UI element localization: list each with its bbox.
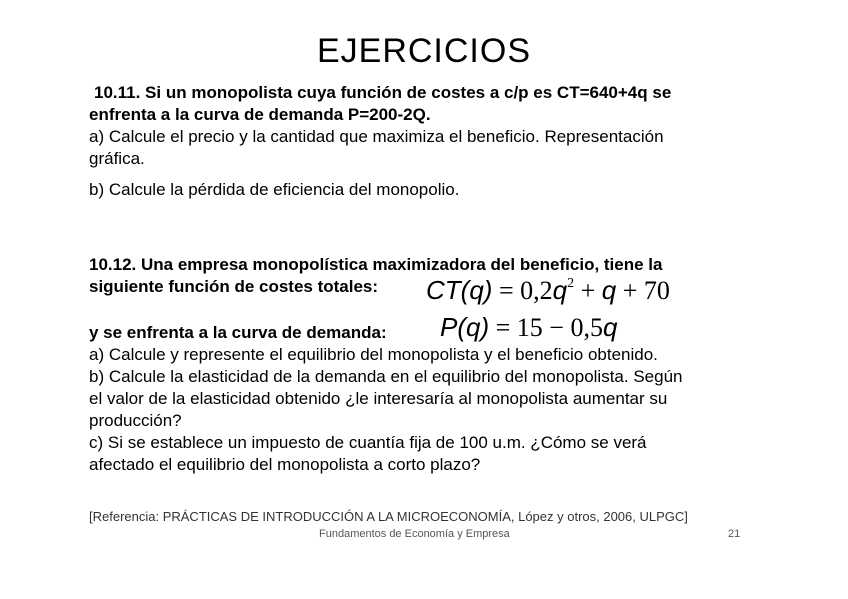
reference-note: [Referencia: PRÁCTICAS DE INTRODUCCIÓN A LA MICROECONOMÍA, López y otros, 2006, ULPGC] <box>89 509 688 524</box>
cost-formula-q2: q <box>552 275 568 305</box>
exercise-10-12-heading-line2: siguiente función de costes totales: <box>89 277 379 296</box>
slide-title: EJERCICIOS <box>316 32 532 70</box>
cost-formula-q: q <box>601 275 617 305</box>
footer-course: Fundamentos de Economía y Empresa <box>319 528 510 540</box>
exercise-10-12-part-b-line3: producción? <box>89 411 182 430</box>
exercise-10-12-part-c-line2: afectado el equilibrio del monopolista a corto plazo? <box>89 455 481 474</box>
demand-formula-q: q <box>602 312 618 342</box>
cost-formula-exponent: 2 <box>567 276 575 291</box>
exercise-10-12-part-c-line1: c) Si se establece un impuesto de cuantía fija de 100 u.m. ¿Cómo se verá <box>89 433 647 452</box>
page-number: 21 <box>728 528 741 540</box>
cost-formula-rhs-a: = 0,2 <box>492 276 553 305</box>
exercise-10-12-part-a: a) Calcule y represente el equilibrio del monopolista y el beneficio obtenido. <box>89 345 658 364</box>
demand-function-formula <box>440 312 617 343</box>
cost-formula-lhs: CT(q) <box>426 275 493 305</box>
exercise-10-11-part-a-line1: a) Calcule el precio y la cantidad que maximiza el beneficio. Representación <box>89 127 664 146</box>
exercise-10-11-heading-line1: 10.11. Si un monopolista cuya función de costes a c/p es CT=640+4q se <box>94 83 672 102</box>
exercise-10-12-part-b-line2: el valor de la elasticidad obtenido ¿le interesaría al monopolista aumentar su <box>89 389 668 408</box>
exercise-10-12-heading-line1: 10.12. Una empresa monopolística maximizadora del beneficio, tiene la <box>89 255 663 274</box>
exercise-10-12-part-b-line1: b) Calcule la elasticidad de la demanda en el equilibrio del monopolista. Según <box>89 367 683 386</box>
demand-formula-rhs: = 15 − 0,5 <box>489 313 603 342</box>
exercise-10-11-part-b: b) Calcule la pérdida de eficiencia del monopolio. <box>89 180 460 199</box>
exercise-10-11-part-a-line2: gráfica. <box>89 149 145 168</box>
demand-label: y se enfrenta a la curva de demanda: <box>89 323 387 342</box>
cost-formula-rhs-b: + <box>574 276 602 305</box>
cost-function-formula <box>426 275 670 306</box>
exercise-10-12-body <box>89 322 769 476</box>
exercise-10-11 <box>89 82 769 201</box>
demand-formula-lhs: P(q) <box>440 312 490 342</box>
cost-formula-rhs-c: + 70 <box>616 276 670 305</box>
exercise-10-11-heading-line2: enfrenta a la curva de demanda P=200-2Q. <box>89 105 431 124</box>
